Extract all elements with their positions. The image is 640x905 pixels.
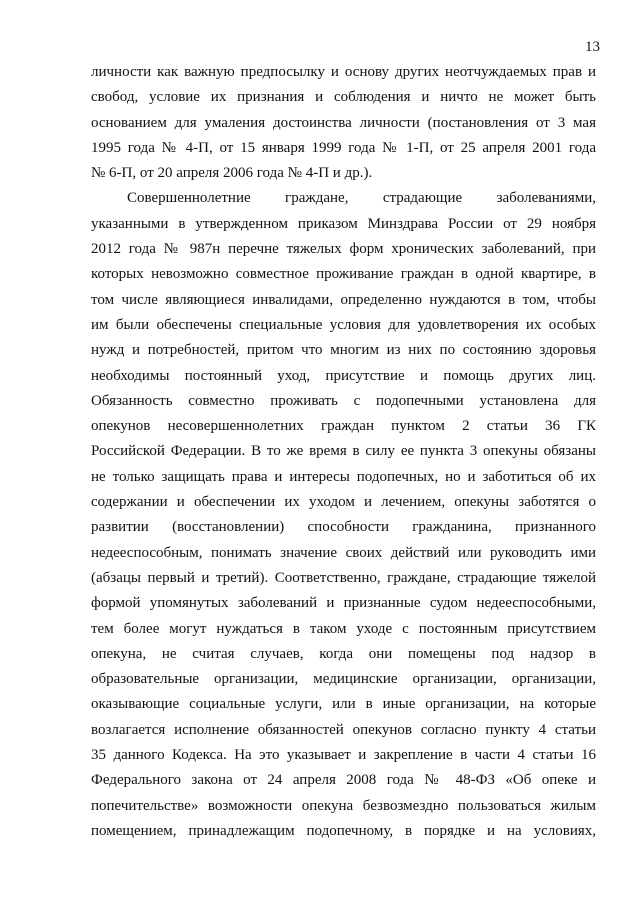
document-body [91,60,596,844]
text-line: Обязанность совместно проживать с подопечными установлена для [91,392,596,409]
text-line: опекуна, не считая случаев, когда они помещены под надзор в [91,645,596,662]
text-line: указанными в утвержденном приказом Минздрава России от 29 ноября [91,215,596,232]
text-line: Российской Федерации. В то же время в силу ее пункта 3 опекуны обязаны [91,443,596,460]
text-line: содержании и обеспечении их уходом и лечением, опекуны заботятся о [91,494,596,511]
text-line: необходимы постоянный уход, присутствие и помощь других лиц. [91,367,596,384]
text-line: им были обеспечены специальные условия для удовлетворения их особых [91,316,596,333]
text-line: развитии (восстановлении) способности гражданина, признанного [91,519,596,536]
text-line: помещением, принадлежащим подопечному, в порядке и на условиях, [91,822,596,839]
text-line: попечительстве» возможности опекуна безвозмездно пользоваться жилым [91,797,596,814]
text-line: недееспособным, понимать значение своих действий или руководить ими [91,544,596,561]
text-line: свобод, условие их признания и соблюдения и ничто не может быть [91,89,596,106]
text-line: тем более могут нуждаться в таком уходе с постоянным присутствием [91,620,596,637]
text-line: опекунов несовершеннолетних граждан пунктом 2 статьи 36 ГК [91,418,596,435]
text-line: которых невозможно совместное проживание граждан в одной квартире, в [91,266,596,283]
paragraph [91,60,596,186]
text-line: образовательные организации, медицинские организации, организации, [91,671,596,688]
text-line: основанием для умаления достоинства личности (постановления от 3 мая [91,114,596,131]
text-line: не только защищать права и интересы подопечных, но и заботиться об их [91,468,596,485]
text-line: (абзацы первый и третий). Соответственно, граждане, страдающие тяжелой [91,569,596,586]
text-line: возлагается исполнение обязанностей опекунов согласно пункту 4 статьи [91,721,596,738]
text-line: Совершеннолетние граждане, страдающие заболеваниями, [127,190,596,207]
text-line: Федерального закона от 24 апреля 2008 года № 48-ФЗ «Об опеке и [91,772,596,789]
text-line: нужд и потребностей, притом что многим из них по состоянию здоровья [91,342,596,359]
text-line: том числе являющиеся инвалидами, определенно нуждаются в том, чтобы [91,291,596,308]
paragraph [91,186,596,844]
page-number: 13 [585,39,600,55]
text-line: 1995 года № 4-П, от 15 января 1999 года № 1-П, от 25 апреля 2001 года [91,139,596,156]
text-line: 35 данного Кодекса. На это указывает и закрепление в части 4 статьи 16 [91,747,596,764]
text-line: формой упомянутых заболеваний и признанные судом недееспособными, [91,595,596,612]
text-line: личности как важную предпосылку и основу других неотчуждаемых прав и [91,64,596,80]
text-line: оказывающие социальные услуги, или в иные организации, на которые [91,696,596,713]
text-line: № 6-П, от 20 апреля 2006 года № 4-П и др.). [91,165,373,182]
text-line: 2012 года № 987н перечне тяжелых форм хронических заболеваний, при [91,241,596,258]
